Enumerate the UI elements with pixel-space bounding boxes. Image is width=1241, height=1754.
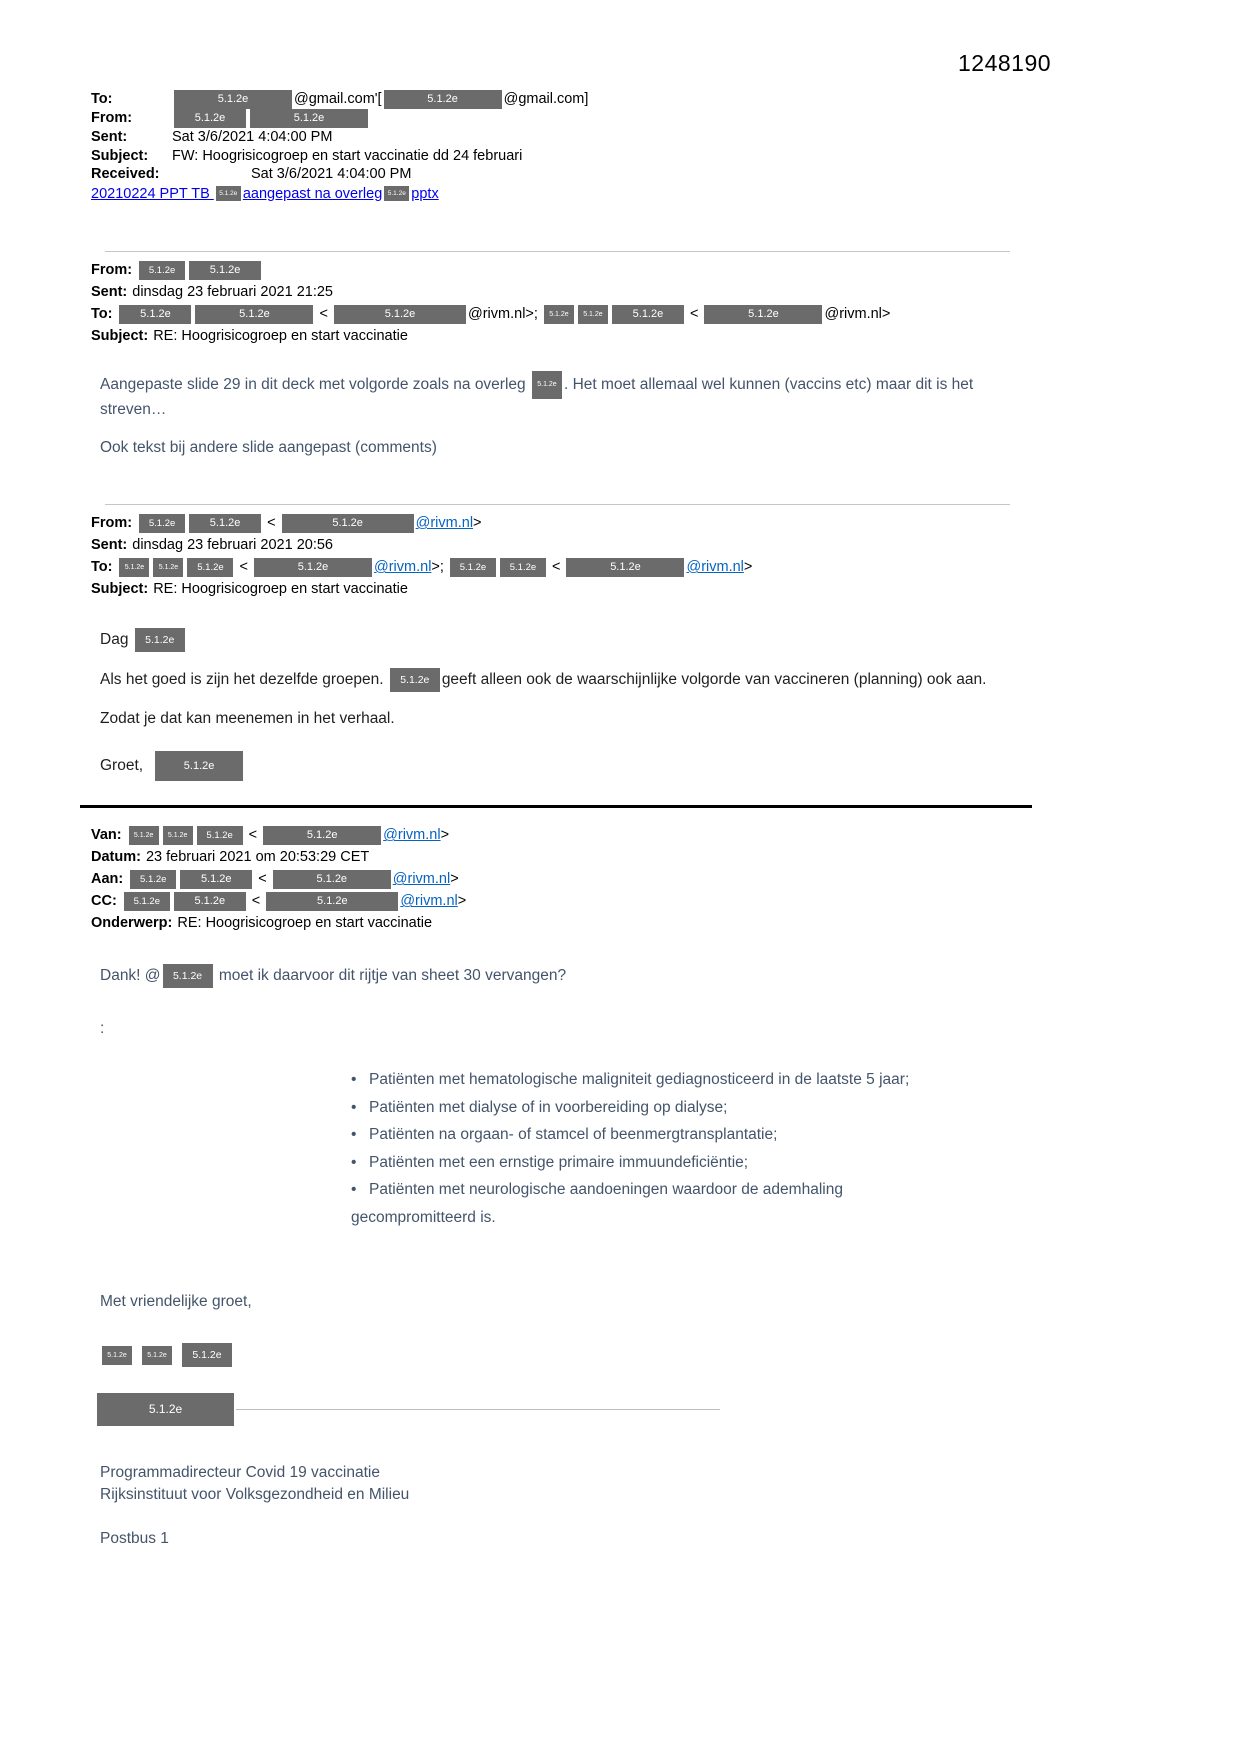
redaction-box: 5.1.2e [566,558,684,577]
thick-divider [80,805,1032,808]
redaction-box: 5.1.2e [97,1393,234,1426]
text-segment: < [263,515,280,531]
field-label: Onderwerp: [91,915,173,932]
text-segment: dinsdag 23 februari 2021 21:25 [132,284,333,300]
email-2-block [91,251,1155,458]
header-row-subject [91,147,1155,166]
field-value [153,581,408,597]
job-title: Programmadirecteur Covid 19 vaccinatie [100,1464,380,1482]
header-row-to [91,556,1155,578]
redaction-box: 5.1.2e [216,186,241,201]
text-segment: @rivm.nl>; [468,306,542,322]
field-value [172,148,522,164]
bullet-item: • Patiënten na orgaan- of stamcel of beenmergtransplantatie; [351,1121,1155,1149]
bullet-item: • Patiënten met hematologische maligniteit gediagnosticeerd in de laatste 5 jaar; [351,1066,1155,1094]
signature-name-redactions [100,1343,1155,1367]
field-label: Sent: [91,129,128,145]
header-row-from [91,109,1155,128]
text-segment: > [743,559,753,575]
email-3-body-paragraph [100,628,1155,652]
email-4-body-intro [100,964,1155,988]
redaction-box: 5.1.2e [266,892,398,911]
redaction-box: 5.1.2e [532,371,562,399]
field-label: Datum: [91,849,141,866]
header-row-onderwerp [91,912,1155,934]
redaction-box: 5.1.2e [182,1343,232,1367]
redaction-box: 5.1.2e [163,826,193,845]
email-address-link[interactable]: pptx [411,185,439,202]
header-row-van [91,824,1155,846]
bullet-item: • Patiënten met neurologische aandoeningen waardoor de ademhaling [351,1176,1155,1204]
header-row-subject [91,325,1155,347]
field-label: To: [91,559,113,575]
redaction-box: 5.1.2e [390,668,440,692]
redaction-box: 5.1.2e [119,558,149,577]
redaction-box: 5.1.2e [119,305,191,324]
attachment-link[interactable] [91,185,1155,204]
signature-block [95,1393,720,1426]
field-label: Aan: [91,871,124,888]
text-segment: 23 februari 2021 om 20:53:29 CET [145,849,370,866]
closing-line: Met vriendelijke groet, [100,1293,252,1311]
header-row-from [91,259,1155,281]
field-label: CC: [91,893,117,910]
redaction-box: 5.1.2e [135,628,185,652]
redaction-box: 5.1.2e [384,186,409,201]
text-segment: > [440,827,450,844]
header-row-to [91,303,1155,325]
field-value [127,827,449,843]
header-row-cc [91,890,1155,912]
email-address-link[interactable]: @rivm.nl [392,871,451,888]
text-segment: Sat 3/6/2021 4:04:00 PM [172,129,333,145]
email-address-link[interactable]: aangepast na overleg [242,185,383,202]
field-value [172,129,332,145]
divider [105,251,1010,252]
header-row-sent [91,128,1155,147]
email-address-link[interactable]: @rivm.nl [383,827,441,844]
redaction-box: 5.1.2e [195,305,313,324]
email-3-body-paragraph [100,668,1155,692]
field-value [177,915,432,931]
email-1-header-block [91,90,1155,203]
text-segment: Sat 3/6/2021 4:04:00 PM [251,166,412,182]
field-value [146,849,369,865]
email-3-body-paragraph [100,707,1155,731]
redaction-box: 5.1.2e [139,514,185,533]
email-address-link[interactable]: @rivm.nl [374,559,432,575]
colon-line: : [100,1020,105,1038]
header-row-sent [91,534,1155,556]
text-segment: Ook tekst bij andere slide aangepast (comments) [100,439,437,456]
text-segment: FW: Hoogrisicogroep en start vaccinatie dd 24 februari [172,147,523,164]
email-address-link[interactable]: @rivm.nl [400,893,458,910]
field-label: From: [91,110,133,127]
header-row-subject [91,578,1155,600]
redaction-box: 5.1.2e [187,558,233,577]
redaction-box: 5.1.2e [704,305,822,324]
header-row-received [91,165,1155,184]
text-segment: > [473,515,482,531]
text-segment: RE: Hoogrisicogroep en start vaccinatie [153,328,408,344]
text-segment: moet ik daarvoor dit rijtje van sheet 30 vervangen? [214,967,567,985]
field-value [153,328,408,344]
text-segment: >; [431,559,448,575]
field-label: Van: [91,827,122,844]
text-segment: . Het moet allemaal wel kunnen (vaccins etc) maar dit is het streven… [100,376,974,418]
field-value [172,91,588,107]
field-value [132,537,333,553]
header-row-from [91,512,1155,534]
text-segment: < [235,559,252,575]
organisation-name: Rijksinstituut voor Volksgezondheid en Milieu [100,1486,410,1504]
redaction-box: 5.1.2e [124,892,170,911]
field-label: Subject: [91,581,149,597]
redaction-box: 5.1.2e [254,558,372,577]
redaction-box: 5.1.2e [174,892,246,911]
bullet-continuation: gecompromitteerd is. [351,1208,496,1226]
text-segment: Aangepaste slide 29 in dit deck met volgorde zoals na overleg [100,376,530,394]
email-3-block [91,504,1155,781]
redaction-box: 5.1.2e [174,109,246,128]
field-label: Sent: [91,537,128,553]
field-value [128,871,458,887]
field-label: From: [91,262,133,278]
text-segment: < [247,893,265,910]
text-segment: RE: Hoogrisicogroep en start vaccinatie [153,581,408,597]
redaction-box: 5.1.2e [612,305,684,324]
header-row-aan [91,868,1155,890]
text-segment: < [547,559,565,575]
field-label: To: [91,306,113,322]
redaction-box: 5.1.2e [139,261,185,280]
text-segment: Als het goed is zijn het dezelfde groepen. [100,670,388,688]
text-segment: dinsdag 23 februari 2021 20:56 [132,537,333,553]
redaction-box: 5.1.2e [102,1346,132,1365]
signature-divider-line [236,1409,720,1410]
field-value [117,306,890,322]
text-segment: < [244,827,262,844]
redaction-box: 5.1.2e [578,305,608,324]
redaction-box: 5.1.2e [263,826,381,845]
email-address-link[interactable]: @rivm.nl [686,559,744,575]
divider [105,504,1010,505]
header-row-datum [91,846,1155,868]
email-3-signoff [100,751,1155,781]
field-value [122,893,466,909]
redaction-box: 5.1.2e [189,514,261,533]
email-2-body-paragraph [100,371,990,420]
redaction-box: 5.1.2e [282,514,414,533]
redaction-box: 5.1.2e [130,870,176,889]
bullet-item: • Patiënten met dialyse of in voorbereiding op dialyse; [351,1094,1155,1122]
redaction-box: 5.1.2e [384,90,502,109]
email-2-body-paragraph [100,437,990,458]
field-value [137,515,481,531]
email-address-link[interactable]: @rivm.nl [415,515,474,531]
redaction-box: 5.1.2e [180,870,252,889]
email-4-block [91,824,1155,1548]
patient-group-list [351,1066,1155,1204]
text-segment: @rivm.nl> [824,306,891,322]
field-value [251,166,411,182]
redaction-box: 5.1.2e [273,870,391,889]
redaction-box: 5.1.2e [250,109,368,128]
redaction-box: 5.1.2e [189,261,261,280]
field-label: Subject: [91,328,149,344]
postal-address: Postbus 1 [100,1530,169,1548]
field-label: From: [91,515,133,531]
text-segment: RE: Hoogrisicogroep en start vaccinatie [177,915,433,932]
organisation-lines [100,1462,1155,1506]
field-label: Subject: [91,147,149,164]
redaction-box: 5.1.2e [544,305,574,324]
text-segment: > [450,871,459,888]
redaction-box: 5.1.2e [153,558,183,577]
text-segment: Zodat je dat kan meenemen in het verhaal. [100,710,395,728]
header-row-to [91,90,1155,109]
field-label: To: [91,91,113,108]
text-segment: < [315,306,332,322]
field-value [137,262,263,278]
text-segment: < [254,871,271,888]
redaction-box: 5.1.2e [155,751,243,781]
text-segment: geeft alleen ook de waarschijnlijke volgorde van vaccineren (planning) ook aan. [441,670,987,688]
field-value [117,559,752,575]
field-label: Received: [91,166,160,182]
text-segment: Dag [100,631,133,649]
email-address-link[interactable]: 20210224 PPT TB [91,185,214,202]
text-segment: < [685,306,703,322]
field-value [132,284,333,300]
text-segment: Dank! @ [100,967,161,985]
redaction-box: 5.1.2e [334,305,466,324]
redaction-box: 5.1.2e [450,558,496,577]
bullet-item: • Patiënten met een ernstige primaire immuundeficiëntie; [351,1149,1155,1177]
field-label: Sent: [91,284,128,300]
field-value [172,110,370,126]
text-segment: > [457,893,467,910]
text-segment: Groet, [100,757,144,775]
email-thread [91,90,1155,1548]
redaction-box: 5.1.2e [142,1346,172,1365]
redaction-box: 5.1.2e [500,558,546,577]
redaction-box: 5.1.2e [174,90,292,109]
header-row-sent [91,281,1155,303]
redaction-box: 5.1.2e [163,964,213,988]
text-segment: @gmail.com] [503,91,589,108]
document-number: 1248190 [958,50,1052,76]
redaction-box: 5.1.2e [129,826,159,845]
redaction-box: 5.1.2e [197,826,243,845]
text-segment: @gmail.com'[ [294,91,382,108]
